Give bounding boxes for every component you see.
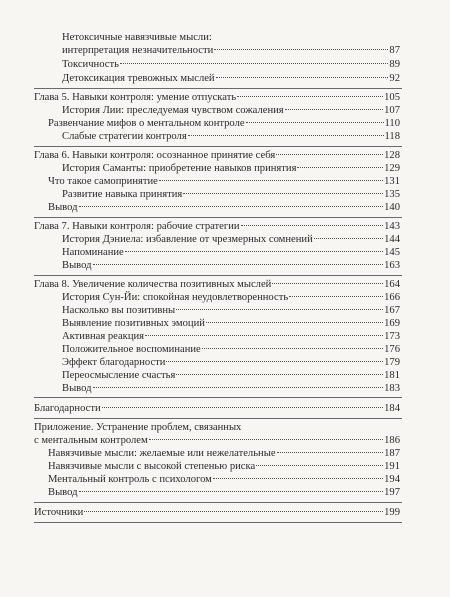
- toc-entry-page: 164: [384, 279, 400, 290]
- leader-dots: [145, 335, 383, 336]
- leader-dots: [297, 167, 383, 168]
- toc-entry-title: Навязчивые мысли: желаемые или нежелательные: [48, 448, 276, 459]
- toc-entry-title: Положительное воспоминание: [62, 344, 201, 355]
- toc-entry-title: Глава 5. Навыки контроля: умение отпускать: [34, 92, 237, 103]
- toc-entry-page: 87: [389, 45, 400, 56]
- leader-dots: [272, 283, 383, 284]
- toc-entry-page: 144: [384, 234, 400, 245]
- section-divider: [34, 217, 402, 218]
- leader-dots: [216, 77, 389, 78]
- toc-entry[interactable]: [48, 486, 400, 499]
- toc-entry[interactable]: [62, 44, 400, 57]
- leader-dots: [241, 225, 384, 226]
- toc-entry[interactable]: [62, 330, 400, 343]
- toc-entry-page: 176: [384, 344, 400, 355]
- toc-chapter-entry[interactable]: [34, 278, 400, 291]
- toc-entry-page: 181: [384, 370, 400, 381]
- toc-entry-title: История Сун-Йи: спокойная неудовлетворенность: [62, 292, 289, 303]
- toc-entry-page: 107: [384, 105, 400, 116]
- toc-entry-title: Вывод: [62, 383, 92, 394]
- leader-dots: [120, 63, 388, 64]
- toc-entry-page: 169: [384, 318, 400, 329]
- toc-entry-page: 131: [384, 176, 400, 187]
- toc-entry-title: Детоксикация тревожных мыслей: [62, 73, 215, 84]
- toc-entry-page: 118: [384, 131, 400, 142]
- toc-entry[interactable]: [62, 188, 400, 201]
- toc-entry[interactable]: [48, 175, 400, 188]
- leader-dots: [202, 348, 383, 349]
- toc-entry[interactable]: [62, 246, 400, 259]
- toc-entry-title: Развитие навыка принятия: [62, 189, 183, 200]
- toc-entry-title: Вывод: [62, 260, 92, 271]
- toc-entry-title: Вывод: [48, 202, 78, 213]
- toc-entry-page: 129: [384, 163, 400, 174]
- toc-entry-title: Что такое самопринятие: [48, 176, 158, 187]
- toc-entry-title: История Дэниела: избавление от чрезмерных сомнений: [62, 234, 313, 245]
- toc-entry-title: Благодарности: [34, 403, 101, 414]
- toc-entry[interactable]: [62, 317, 400, 330]
- toc-entry-title: интерпретация незначительности: [62, 45, 214, 56]
- toc-entry-title: Глава 7. Навыки контроля: рабочие стратегии: [34, 221, 240, 232]
- toc-entry[interactable]: [62, 162, 400, 175]
- toc-entry[interactable]: [62, 104, 400, 117]
- toc-entry-page: 197: [384, 487, 400, 498]
- toc-entry[interactable]: [62, 304, 400, 317]
- toc-entry-page: 105: [384, 92, 400, 103]
- toc-entry[interactable]: [48, 117, 400, 130]
- section-divider: [34, 397, 402, 398]
- toc-entry-title: Навязчивые мысли с высокой степенью риска: [48, 461, 256, 472]
- toc-chapter-entry[interactable]: [34, 220, 400, 233]
- toc-entry[interactable]: [48, 201, 400, 214]
- toc-entry-title: Вывод: [48, 487, 78, 498]
- toc-entry-title: Выявление позитивных эмоций: [62, 318, 205, 329]
- leader-dots: [176, 374, 383, 375]
- toc-chapter-entry[interactable]: [34, 402, 400, 415]
- toc-entry[interactable]: [62, 58, 400, 71]
- toc-entry[interactable]: [62, 382, 400, 395]
- section-divider: [34, 418, 402, 419]
- toc-entry-page: 187: [384, 448, 400, 459]
- leader-dots: [102, 407, 383, 408]
- toc-entry-page: 140: [384, 202, 400, 213]
- leader-dots: [213, 478, 383, 479]
- section-divider: [34, 522, 402, 523]
- toc-entry-line1: Приложение. Устранение проблем, связанных: [34, 422, 242, 433]
- toc-entry-title: История Лии: преследуемая чувством сожаления: [62, 105, 284, 116]
- leader-dots: [285, 109, 383, 110]
- leader-dots: [289, 296, 383, 297]
- leader-dots: [149, 439, 383, 440]
- toc-entry-title: Эффект благодарности: [62, 357, 166, 368]
- toc-entry-title: Глава 8. Увеличение количества позитивных мыслей: [34, 279, 272, 290]
- toc-entry-title: Токсичность: [62, 59, 119, 70]
- toc-entry-page: 191: [384, 461, 400, 472]
- toc-entry[interactable]: [62, 130, 400, 143]
- leader-dots: [183, 193, 383, 194]
- leader-dots: [188, 135, 384, 136]
- toc-chapter-entry[interactable]: [34, 91, 400, 104]
- toc-entry-title: Насколько вы позитивны: [62, 305, 176, 316]
- leader-dots: [125, 251, 383, 252]
- leader-dots: [276, 154, 383, 155]
- toc-entry-title: Развенчание мифов о ментальном контроле: [48, 118, 245, 129]
- leader-dots: [237, 96, 383, 97]
- leader-dots: [79, 206, 384, 207]
- toc-entry-title: Напоминание: [62, 247, 124, 258]
- toc-entry-page: 184: [384, 403, 400, 414]
- toc-entry[interactable]: [48, 460, 400, 473]
- leader-dots: [176, 309, 383, 310]
- toc-entry-page: 194: [384, 474, 400, 485]
- toc-entry-title: Ментальный контроль с психологом: [48, 474, 212, 485]
- toc-entry-title: Слабые стратегии контроля: [62, 131, 187, 142]
- toc-entry-page: 92: [389, 73, 400, 84]
- toc-entry[interactable]: [48, 447, 400, 460]
- toc-chapter-entry[interactable]: [34, 506, 400, 519]
- toc-entry-page: 163: [384, 260, 400, 271]
- leader-dots: [93, 264, 384, 265]
- toc-entry[interactable]: [48, 473, 400, 486]
- toc-entry-page: 145: [384, 247, 400, 258]
- leader-dots: [79, 491, 384, 492]
- leader-dots: [84, 511, 383, 512]
- toc-entry-page: 89: [389, 59, 400, 70]
- leader-dots: [214, 49, 388, 50]
- leader-dots: [314, 238, 383, 239]
- toc-chapter-entry[interactable]: [34, 149, 400, 162]
- toc-entry-page: 186: [384, 435, 400, 446]
- toc-entry-page: 143: [384, 221, 400, 232]
- section-divider: [34, 88, 402, 89]
- toc-entry-page: 167: [384, 305, 400, 316]
- toc-entry-title: История Саманты: приобретение навыков принятия: [62, 163, 297, 174]
- toc-entry-title: Глава 6. Навыки контроля: осознанное принятие себя: [34, 150, 276, 161]
- toc-entry[interactable]: [62, 259, 400, 272]
- toc-entry-page: 199: [384, 507, 400, 518]
- toc-entry-title: Переосмысление счастья: [62, 370, 176, 381]
- section-divider: [34, 146, 402, 147]
- toc-entry-title: с ментальным контролем: [34, 435, 148, 446]
- toc-entry-title: Активная реакция: [62, 331, 145, 342]
- toc-entry[interactable]: [62, 72, 400, 85]
- toc-entry[interactable]: [62, 233, 400, 246]
- leader-dots: [277, 452, 384, 453]
- toc-entry-title: Источники: [34, 507, 84, 518]
- section-divider: [34, 275, 402, 276]
- toc-entry[interactable]: [62, 356, 400, 369]
- toc-entry-page: 110: [384, 118, 400, 129]
- leader-dots: [246, 122, 384, 123]
- leader-dots: [256, 465, 383, 466]
- toc-entry[interactable]: [62, 369, 400, 382]
- toc-entry-page: 135: [384, 189, 400, 200]
- toc-entry[interactable]: [62, 291, 400, 304]
- toc-entry-page: 166: [384, 292, 400, 303]
- toc-chapter-entry[interactable]: [34, 434, 400, 447]
- toc-entry-page: 179: [384, 357, 400, 368]
- toc-entry-line1: Нетоксичные навязчивые мысли:: [62, 32, 212, 43]
- toc-entry-page: 173: [384, 331, 400, 342]
- toc-entry-page: 183: [384, 383, 400, 394]
- toc-entry[interactable]: [62, 343, 400, 356]
- leader-dots: [206, 322, 383, 323]
- toc-entry-page: 128: [384, 150, 400, 161]
- leader-dots: [159, 180, 383, 181]
- leader-dots: [93, 387, 384, 388]
- leader-dots: [166, 361, 383, 362]
- section-divider: [34, 502, 402, 503]
